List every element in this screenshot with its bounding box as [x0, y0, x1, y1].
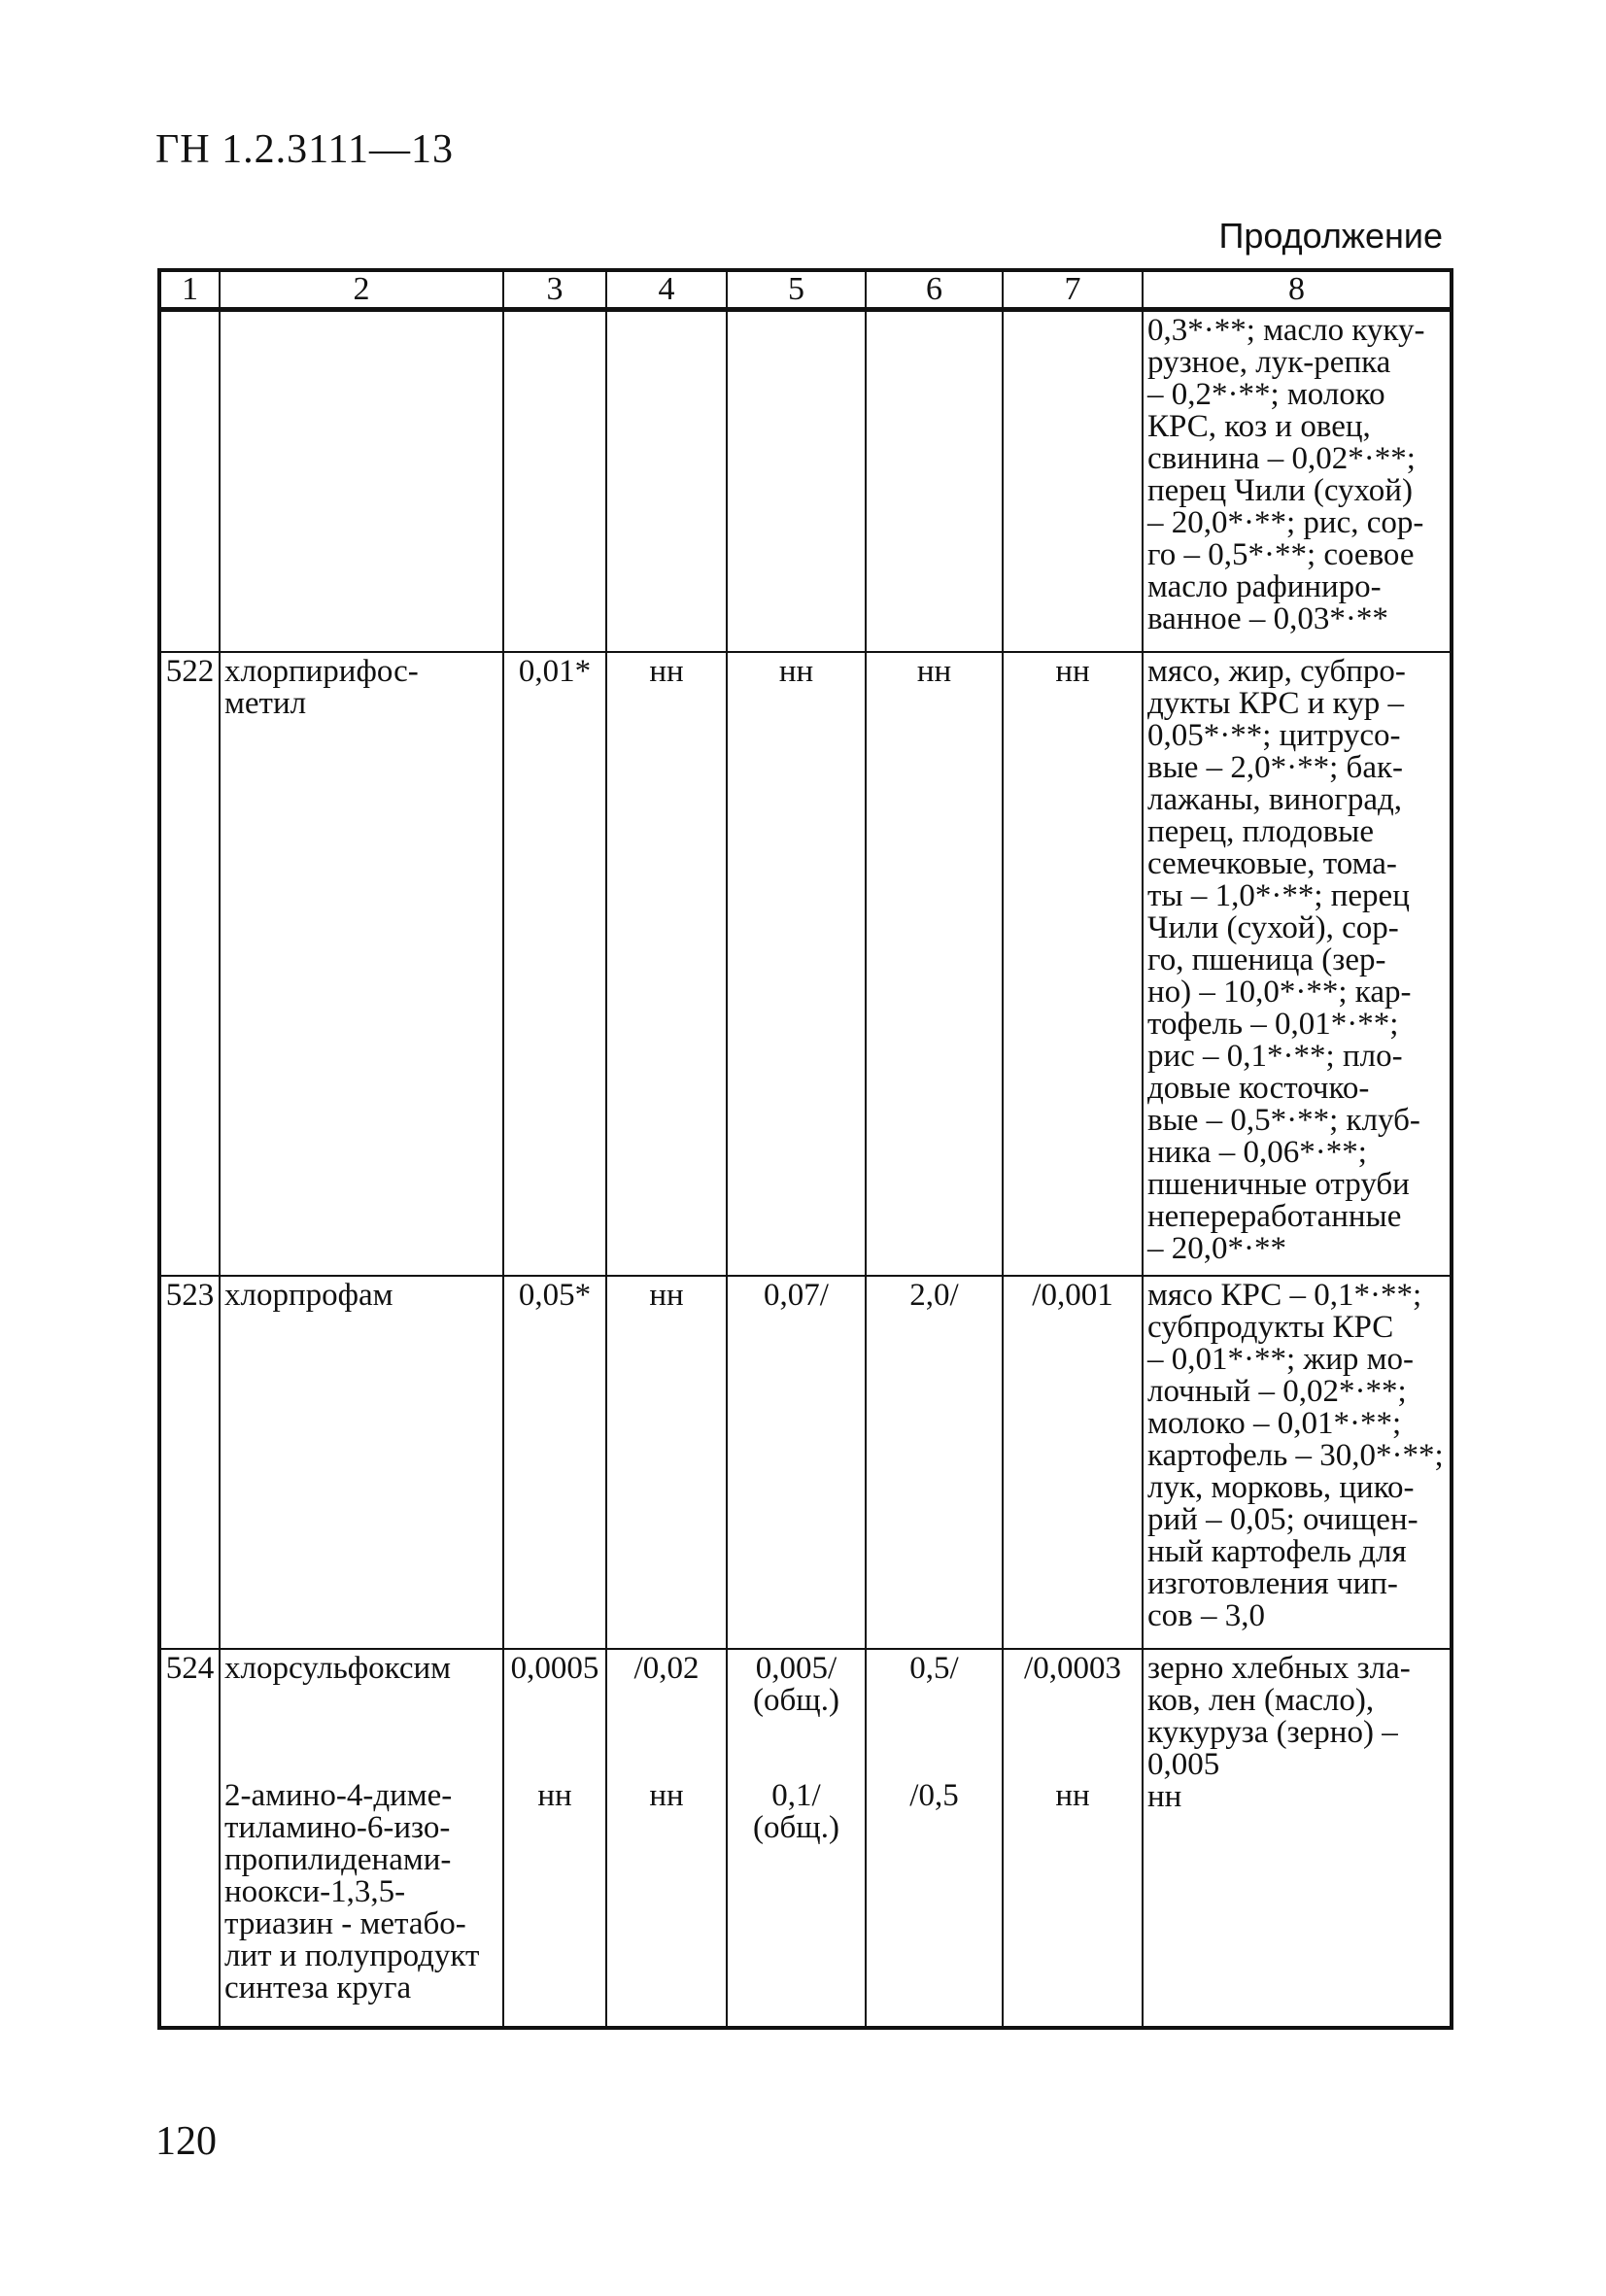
note-line: лук, морковь, цико-: [1147, 1469, 1415, 1505]
note-line: зерно хлебных зла-: [1147, 1650, 1411, 1686]
note-line: ный картофель для: [1147, 1533, 1407, 1569]
value: /0,02: [633, 1650, 700, 1686]
note-line: 0,05*·**; цитрусо-: [1147, 717, 1401, 753]
note-line: Чили (сухой), сор-: [1147, 909, 1399, 945]
value: 0,005/: [755, 1650, 837, 1686]
value: 0,0005: [510, 1650, 599, 1686]
note-line: – 20,0*·**; рис, сор-: [1147, 505, 1424, 540]
cell-col5: [727, 310, 866, 652]
value: (общ.): [753, 1809, 839, 1845]
cell-col7: [1003, 310, 1143, 652]
note-line: ков, лен (масло),: [1147, 1682, 1375, 1718]
cell-col7: /0,001: [1003, 1276, 1143, 1649]
value: 0,5/: [909, 1650, 959, 1686]
spacer: [1008, 1685, 1138, 1780]
note-line: субпродукты КРС: [1147, 1309, 1394, 1345]
note-line: 0,3*·**; масло куку-: [1147, 313, 1425, 348]
value: нн: [1055, 1777, 1090, 1813]
note-line: сов – 3,0: [1147, 1597, 1265, 1633]
note-line: – 20,0*·**: [1147, 1230, 1286, 1266]
value: /0,5: [909, 1777, 959, 1813]
page-number: 120: [155, 2119, 217, 2164]
note-line: ты – 1,0*·**; перец: [1147, 877, 1410, 913]
substance-name-line: метил: [224, 685, 307, 721]
cell-col4: [606, 1649, 727, 2028]
continuation-label: Продолжение: [1218, 216, 1443, 256]
cell-num: 523: [159, 1276, 220, 1649]
cell-col5: нн: [727, 652, 866, 1276]
cell-col7: [1003, 1649, 1143, 2028]
note-line: дукты КРС и кур –: [1147, 685, 1404, 721]
table-row-524: [159, 1649, 1452, 2028]
note-line: молоко – 0,01*·**;: [1147, 1405, 1402, 1441]
note-line: свинина – 0,02*·**;: [1147, 441, 1416, 476]
value: нн: [537, 1777, 572, 1813]
note-line: лочный – 0,02*·**;: [1147, 1373, 1407, 1409]
note-line: – 0,2*·**; молоко: [1147, 377, 1385, 412]
note-line: пшеничные отруби: [1147, 1166, 1410, 1202]
note-line: нн: [1147, 1778, 1182, 1814]
note-line: мясо, жир, субпро-: [1147, 653, 1406, 689]
cell-col6: [866, 1649, 1003, 2028]
metabolite-name-line: синтеза круга: [224, 1970, 412, 2005]
spacer: [224, 1685, 498, 1780]
data-table: [157, 268, 1453, 2030]
cell-name: [220, 310, 503, 652]
metabolite-name-line: лит и полупродукт: [224, 1937, 480, 1973]
note-line: перец, плодовые: [1147, 813, 1374, 849]
note-line: рий – 0,05; очищен-: [1147, 1501, 1418, 1537]
column-header-3: 3: [503, 270, 606, 310]
cell-note: [1143, 652, 1452, 1276]
cell-col5: [727, 1649, 866, 2028]
column-header-8: 8: [1143, 270, 1452, 310]
note-line: ника – 0,06*·**;: [1147, 1134, 1367, 1170]
note-line: непереработанные: [1147, 1198, 1402, 1234]
spacer: [732, 1717, 861, 1780]
cell-num: [159, 310, 220, 652]
metabolite-name-line: триазин - метабо-: [224, 1905, 466, 1941]
metabolite-name-line: пропилиденами-: [224, 1841, 452, 1877]
value: нн: [649, 1777, 684, 1813]
note-line: – 0,01*·**; жир мо-: [1147, 1341, 1414, 1377]
column-header-6: 6: [866, 270, 1003, 310]
note-line: изготовления чип-: [1147, 1565, 1398, 1601]
cell-name: [220, 652, 503, 1276]
cell-name: [220, 1276, 503, 1649]
value: /0,0003: [1024, 1650, 1121, 1686]
table-row-continuation: [159, 310, 1452, 652]
metabolite-name-line: тиламино-6-изо-: [224, 1809, 451, 1845]
note-line: масло рафиниро-: [1147, 569, 1382, 604]
cell-num: 524: [159, 1649, 220, 2028]
value: 0,1/: [771, 1777, 821, 1813]
note-line: лажаны, виноград,: [1147, 781, 1403, 817]
value: (общ.): [753, 1682, 839, 1718]
header-row: [159, 270, 1452, 310]
cell-col4: нн: [606, 1276, 727, 1649]
cell-col3: [503, 1649, 606, 2028]
spacer: [871, 1685, 998, 1780]
cell-col6: [866, 310, 1003, 652]
note-line: кукуруза (зерно) –: [1147, 1714, 1398, 1750]
note-line: мясо КРС – 0,1*·**;: [1147, 1277, 1422, 1313]
note-line: вые – 0,5*·**; клуб-: [1147, 1102, 1420, 1138]
substance-name-line: хлорпирифос-: [224, 653, 419, 689]
cell-num: 522: [159, 652, 220, 1276]
document-code: ГН 1.2.3111—13: [155, 127, 454, 172]
note-line: перец Чили (сухой): [1147, 473, 1413, 508]
metabolite-name-line: ноокси-1,3,5-: [224, 1873, 406, 1909]
cell-note: [1143, 310, 1452, 652]
note-line: вые – 2,0*·**; бак-: [1147, 749, 1404, 785]
cell-name: [220, 1649, 503, 2028]
cell-note: [1143, 1649, 1452, 2028]
cell-col4: [606, 310, 727, 652]
note-line: го, пшеница (зер-: [1147, 942, 1386, 977]
column-header-2: 2: [220, 270, 503, 310]
note-line: семечковые, тома-: [1147, 845, 1397, 881]
note-line: картофель – 30,0*·**;: [1147, 1437, 1444, 1473]
cell-col5: 0,07/: [727, 1276, 866, 1649]
substance-name-line: хлорпрофам: [224, 1277, 393, 1313]
cell-col3: 0,01*: [503, 652, 606, 1276]
note-line: тофель – 0,01*·**;: [1147, 1006, 1399, 1042]
column-header-1: 1: [159, 270, 220, 310]
spacer: [611, 1685, 722, 1780]
note-line: рузное, лук-репка: [1147, 345, 1391, 380]
cell-col3: [503, 310, 606, 652]
column-header-5: 5: [727, 270, 866, 310]
column-header-7: 7: [1003, 270, 1143, 310]
note-line: 0,005: [1147, 1746, 1220, 1782]
cell-col4: нн: [606, 652, 727, 1276]
note-line: но) – 10,0*·**; кар-: [1147, 974, 1412, 1010]
note-line: рис – 0,1*·**; пло-: [1147, 1038, 1403, 1074]
column-header-4: 4: [606, 270, 727, 310]
cell-col6: 2,0/: [866, 1276, 1003, 1649]
note-line: КРС, коз и овец,: [1147, 409, 1371, 444]
table-row-523: [159, 1276, 1452, 1649]
cell-col6: нн: [866, 652, 1003, 1276]
cell-col7: нн: [1003, 652, 1143, 1276]
note-line: ванное – 0,03*·**: [1147, 601, 1388, 636]
substance-name-line: хлорсульфоксим: [224, 1650, 452, 1686]
cell-col3: 0,05*: [503, 1276, 606, 1649]
note-line: довые косточко-: [1147, 1070, 1370, 1106]
metabolite-name-line: 2-амино-4-диме-: [224, 1777, 453, 1813]
table-row-522: [159, 652, 1452, 1276]
note-line: го – 0,5*·**; соевое: [1147, 537, 1415, 572]
cell-note: [1143, 1276, 1452, 1649]
spacer: [508, 1685, 601, 1780]
